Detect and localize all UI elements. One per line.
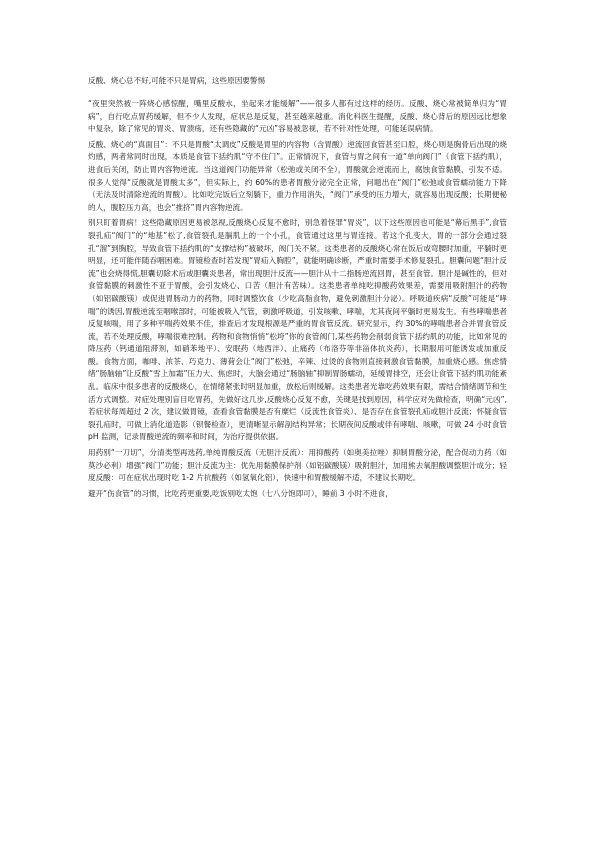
paragraph-hidden-causes: 别只盯着胃病！这些隐藏原因更易被忽视,反酸烧心反复不愈时，别急着怪罪“胃炎”，以下这些原因也可能是“幕后黑手”,食管裂孔疝“阀门”的“地基”松了,食管裂孔是膈肌上的一个小孔，食管通过这里与胃连接。若这个孔变大，胃的一部分会通过裂孔“溜”到胸腔，导致食管下括约肌的“支撑结构”被破坏，阀门关不紧。这类患者的反酸烧心常在饭后或弯腰时加重，平躺时更明显，还可能伴随吞咽困难。胃镜检查时若发现“胃疝入胸腔”，就能明确诊断，严重时需要手术修复裂孔。胆囊问题“胆汁反流”也会烧得慌,胆囊切除术后或胆囊炎患者，常出现胆汁反流——胆汁从十二指肠逆流回胃，甚至食管。胆汁是碱性的，但对食管黏膜的刺激性不亚于胃酸，会引发烧心、口苦（胆汁有苦味）。这类患者单纯吃抑酸药效果差，需要用吸附胆汁的药物（如铝碳酸镁）或促进胃肠动力的药物，同时调整饮食（少吃高脂食物，避免刺激胆汁分泌）。呼吸道疾病“反酸”可能是“哮喘”的诱因,胃酸逆流至咽喉部时，可能被吸入气管，刺激呼吸道，引发咳嗽、哮喘，尤其夜间平躺时更易发生。有些哮喘患者反复咳喘，用了多种平喘药效果不佳，排查后才发现根源是严重的胃食管反流。研究显示，约 30%的哮喘患者合并胃食管反流，若不处理反酸，哮喘很难控制。药物和食物悄悄“松垮”你的食管阀门,某些药物会削弱食管下括约肌的功能，比如常见的降压药（钙通道阻滞剂，如硝苯地平）、安眠药（地西泮）、止痛药（布洛芬等非甾体抗炎药），长期服用可能诱发或加重反酸。食物方面，咖啡、浓茶、巧克力、薄荷会让“阀门”松弛，辛辣、过烫的食物则直接刺激食管黏膜，加重烧心感。焦虑情绪“肠脑轴”让反酸“雪上加霜”压力大、焦虑时，大脑会通过“肠脑轴”抑制胃肠蠕动，延缓胃排空，还会让食管下括约肌功能紊乱。临床中很多患者的反酸烧心，在情绪紧张时明显加重，放松后则缓解。这类患者光靠吃药效果有限，需结合情绪调节和生活方式调整。对症处理别盲目吃胃药，先做好这几步,反酸烧心反复不愈，关键是找到原因，科学应对先做检查，明确“元凶”,若症状每周超过 2 次，建议做胃镜，查看食管黏膜是否有糜烂（反流性食管炎）、是否存在食管裂孔疝或胆汁反流；怀疑食管裂孔疝时，可做上消化道造影（钡餐检查），更清晰显示解剖结构异常；长期夜间反酸或伴有哮喘、咳嗽，可做 24 小时食管 pH 监测，记录胃酸逆流的频率和时间，为治疗提供依据。: [88, 218, 507, 442]
paragraph-intro: “夜里突然被一阵烧心感惊醒，嘴里反酸水，坐起来才能缓解”——很多人都有过这样的经历。反酸、烧心常被简单归为“胃病”，自行吃点胃药缓解，但不少人发现，症状总是反复，甚至越来越重。消化科医生提醒，反酸、烧心背后的原因远比想象中复杂，除了常见的胃炎、胃溃疡，还有些隐藏的“元凶”容易被忽视，若不针对性处理，可能延误病情。: [88, 99, 507, 134]
paragraph-true-nature: 反酸、烧心的“真面目”：不只是胃酸“太调皮”反酸是胃里的内容物（含胃酸）逆流回食管甚至口腔，烧心则是胸骨后出现的烧灼感，两者常同时出现，本质是食管下括约肌“守不住门”。正常情况下，食管与胃之间有一道“单向阀门”（食管下括约肌），进食后关闭，防止胃内容物逆流。当这道阀门功能异常（松弛或关闭不全），胃酸就会逆流而上，腐蚀食管黏膜，引发不适。很多人觉得“反酸就是胃酸太多”，但实际上，约 60%的患者胃酸分泌完全正常，问题出在“阀门”松弛或食管蠕动能力下降（无法及时清除逆流的胃酸）。比如吃完饭后立刻躺下，重力作用消失，“阀门”承受的压力增大，就容易出现反酸；长期便秘的人，腹腔压力高，也会“推挤”胃内容物逆流。: [88, 139, 507, 212]
paragraph-habits: 避开“伤食管”的习惯，比吃药更重要,吃饭别吃太饱（七八分饱即可），睡前 3 小时不进食，: [88, 488, 393, 498]
paragraph-medication: 用药别“一刀切”，分清类型再选药,单纯胃酸反流（无胆汁反流）：用抑酸药（如奥美拉唑）抑制胃酸分泌，配合促动力药（如莫沙必利）增强“阀门”功能；胆汁反流为主：优先用黏膜保护剂（如铝碳酸镁）吸附胆汁，加用熊去氧胆酸调整胆汁成分；轻度反酸：可在症状出现时吃 1-2 片抗酸药（如氢氧化铝），快速中和胃酸缓解不适，不建议长期吃。: [88, 448, 507, 483]
document-title: 反酸、烧心总不好,可能不只是胃病，这些原因要警惕: [88, 76, 266, 85]
